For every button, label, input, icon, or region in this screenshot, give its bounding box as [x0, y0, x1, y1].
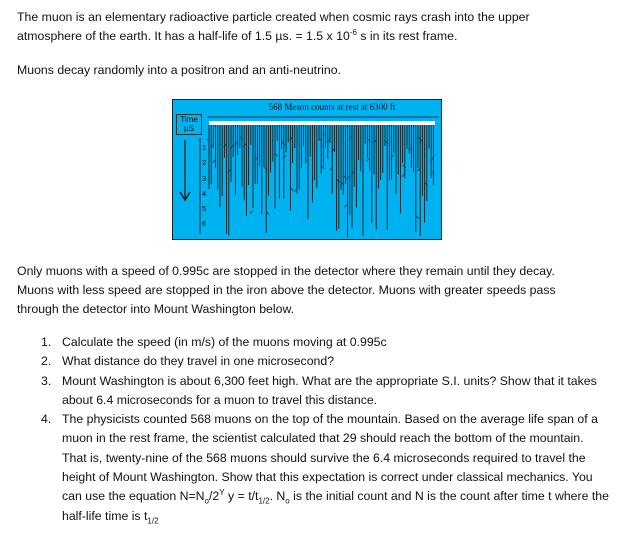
figure-title: 568 Meson counts at rest at 6300 ft — [268, 102, 396, 112]
tick-label: 4 — [202, 189, 207, 198]
intro-line-2-end: s in its rest frame. — [356, 29, 458, 43]
question-text: Calculate the speed (in m/s) of the muons moving at 0.995c — [62, 335, 387, 349]
decay-statement: Muons decay randomly into a positron and an anti-neutrino. — [17, 63, 342, 77]
meson-counts-figure — [172, 99, 442, 240]
item-number: 1. — [41, 335, 52, 349]
item-number: 3. — [41, 373, 52, 388]
list-item — [17, 333, 609, 352]
tick-label: 1 — [202, 143, 207, 152]
question-text: What distance do they travel in one microsecond? — [62, 354, 335, 369]
list-item — [17, 410, 609, 526]
list-item — [17, 372, 609, 411]
question-list — [17, 333, 609, 526]
body-line-1: Only muons with a speed of 0.995c are stopped in the detector where they remain until they decay. — [17, 264, 555, 278]
decay-tracks-graphic — [207, 113, 439, 239]
exponent: -6 — [349, 27, 357, 37]
item-number: 2. — [41, 354, 52, 369]
question-text: The physicists counted 568 muons on the top of the mountain. Based on the average life span of a muon in the rest frame, the scientist calculated that 29 should reach the bottom of the mountain. That is, twenty-nine of the 568 muons should survive the 6.4 microseconds required to travel the height of Mount Washington. Show that this expectation is correct under classical mechanics. You can use the equation $N=N_o/2^Y$ $y = t/t_{1/2}$. $N_o$ is the initial count and N is the count after time t where the half-life time is $t_{1/2}$ — [62, 412, 609, 526]
tick-label: 5 — [202, 204, 207, 213]
tick-label: 2 — [202, 158, 207, 167]
body-line-2: Muons with less speed are stopped in the iron above the detector. Muons with greater speeds pass — [17, 283, 556, 297]
tick-label: 3 — [202, 174, 207, 183]
item-number: 4. — [41, 412, 52, 427]
intro-paragraph — [17, 8, 607, 46]
intro-line-1: The muon is an elementary radioactive particle created when cosmic rays crash into the upper — [17, 10, 530, 24]
list-item — [17, 352, 609, 371]
body-paragraph — [17, 262, 607, 319]
body-line-3: through the detector into Mount Washington below. — [17, 302, 295, 316]
question-text: Mount Washington is about 6,300 feet high. What are the appropriate S.I. units? Show that it takes about 6.4 microseconds for a muon to travel this distance. — [62, 373, 597, 407]
tick-label: 6 — [202, 219, 207, 228]
intro-line-2: atmosphere of the earth. It has a half-life of 1.5 µs. = 1.5 x 10 — [17, 29, 350, 43]
time-unit-label: µS — [184, 124, 194, 133]
time-label: Time — [180, 115, 198, 124]
